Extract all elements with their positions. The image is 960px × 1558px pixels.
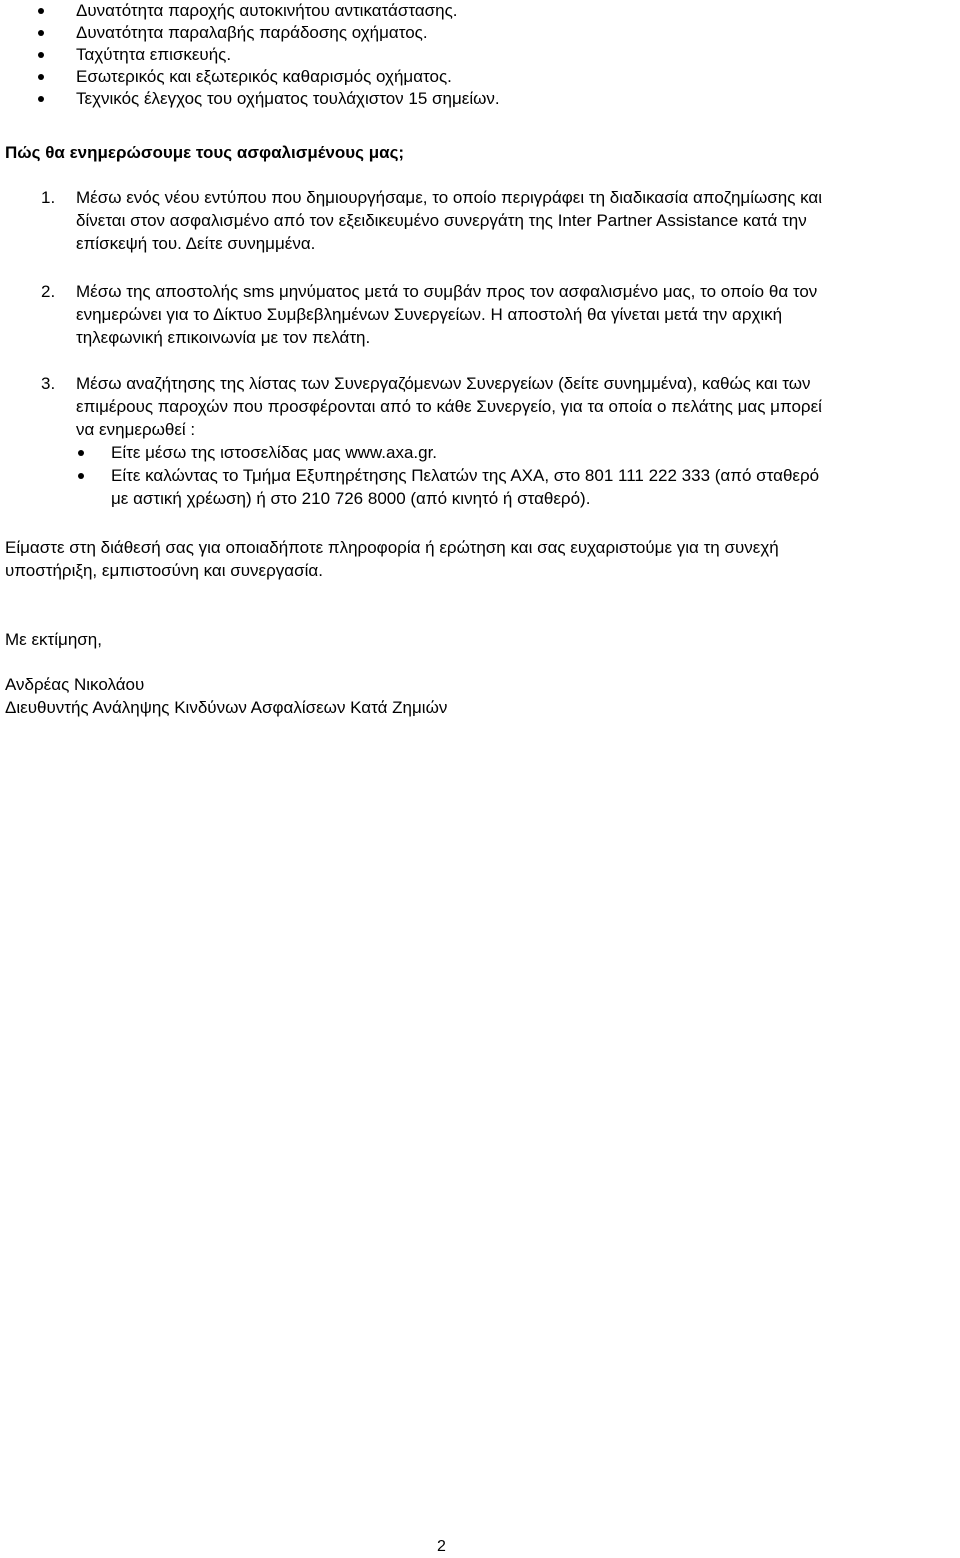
text-line: δίνεται στον ασφαλισμένο από τον εξειδικευμένο συνεργάτη της Inter Partner Assistance κατά την <box>76 211 807 230</box>
bullet-icon <box>38 52 44 58</box>
item-number: 3. <box>41 374 56 393</box>
text-line: υποστήριξη, εμπιστοσύνη και συνεργασία. <box>5 561 323 580</box>
benefits-bullet-list <box>0 0 940 110</box>
text-line: να ενημερωθεί : <box>76 420 196 439</box>
bullet-text: Ταχύτητα επισκευής. <box>76 45 232 64</box>
list-item <box>0 44 940 66</box>
item-text <box>76 372 956 510</box>
list-item <box>76 441 956 464</box>
list-item <box>0 0 940 22</box>
text-line: ενημερώνει για το Δίκτυο Συμβεβλημένων Συνεργείων. Η αποστολή θα γίνεται μετά την αρχική <box>76 305 783 324</box>
text-line: Μέσω της αποστολής sms μηνύματος μετά το συμβάν προς τον ασφαλισμένο μας, το οποίο θα τον <box>76 282 818 301</box>
item-text <box>76 186 956 255</box>
bullet-icon <box>38 74 44 80</box>
text-line: επιμέρους παροχών που προσφέρονται από το κάθε Συνεργείο, για τα οποία ο πελάτης μας μπορεί <box>76 397 822 416</box>
phone-option-text: με αστική χρέωση) ή στο 210 726 8000 (από κινητό ή σταθερό). <box>111 489 591 508</box>
item-number: 1. <box>41 188 56 207</box>
signatory-title: Διευθυντής Ανάληψης Κινδύνων Ασφαλίσεων Κατά Ζημιών <box>5 698 448 717</box>
bullet-icon <box>78 473 84 479</box>
text-line: Είμαστε στη διάθεσή σας για οποιαδήποτε πληροφορία ή ερώτηση και σας ευχαριστούμε για τη συνεχή <box>5 538 779 557</box>
text-line: Μέσω αναζήτησης της λίστας των Συνεργαζόμενων Συνεργείων (δείτε συνημμένα), καθώς και των <box>76 374 811 393</box>
item-number: 2. <box>41 282 56 301</box>
list-item <box>76 464 956 510</box>
bullet-text: Εσωτερικός και εξωτερικός καθαρισμός οχήματος. <box>76 67 452 86</box>
closing-paragraph <box>5 536 955 582</box>
bullet-text: Δυνατότητα παραλαβής παράδοσης οχήματος. <box>76 23 428 42</box>
page-number: 2 <box>437 1538 446 1555</box>
salutation: Με εκτίμηση, <box>5 630 102 649</box>
text-line: τηλεφωνική επικοινωνία με τον πελάτη. <box>76 328 371 347</box>
signatory-name: Ανδρέας Νικολάου <box>5 675 145 694</box>
phone-option-text: Είτε καλώντας το Τμήμα Εξυπηρέτησης Πελατών της ΑΧΑ, στο 801 111 222 333 (από σταθερό <box>111 466 820 485</box>
website-option-text: Είτε μέσω της ιστοσελίδας μας www.axa.gr. <box>111 443 438 462</box>
list-item <box>0 88 940 110</box>
bullet-icon <box>38 96 44 102</box>
item-text <box>76 280 956 349</box>
bullet-text: Δυνατότητα παροχής αυτοκινήτου αντικατάστασης. <box>76 1 458 20</box>
bullet-icon <box>38 8 44 14</box>
section-heading: Πώς θα ενημερώσουμε τους ασφαλισμένους μας; <box>5 143 405 162</box>
bullet-icon <box>38 30 44 36</box>
bullet-text: Τεχνικός έλεγχος του οχήματος τουλάχιστον 15 σημείων. <box>76 89 500 108</box>
list-item <box>0 22 940 44</box>
text-line: Μέσω ενός νέου εντύπου που δημιουργήσαμε, το οποίο περιγράφει τη διαδικασία αποζημίωσης και <box>76 188 823 207</box>
list-item <box>0 66 940 88</box>
bullet-icon <box>78 450 84 456</box>
contact-options-list <box>76 441 956 510</box>
text-line: επίσκεψή του. Δείτε συνημμένα. <box>76 234 316 253</box>
